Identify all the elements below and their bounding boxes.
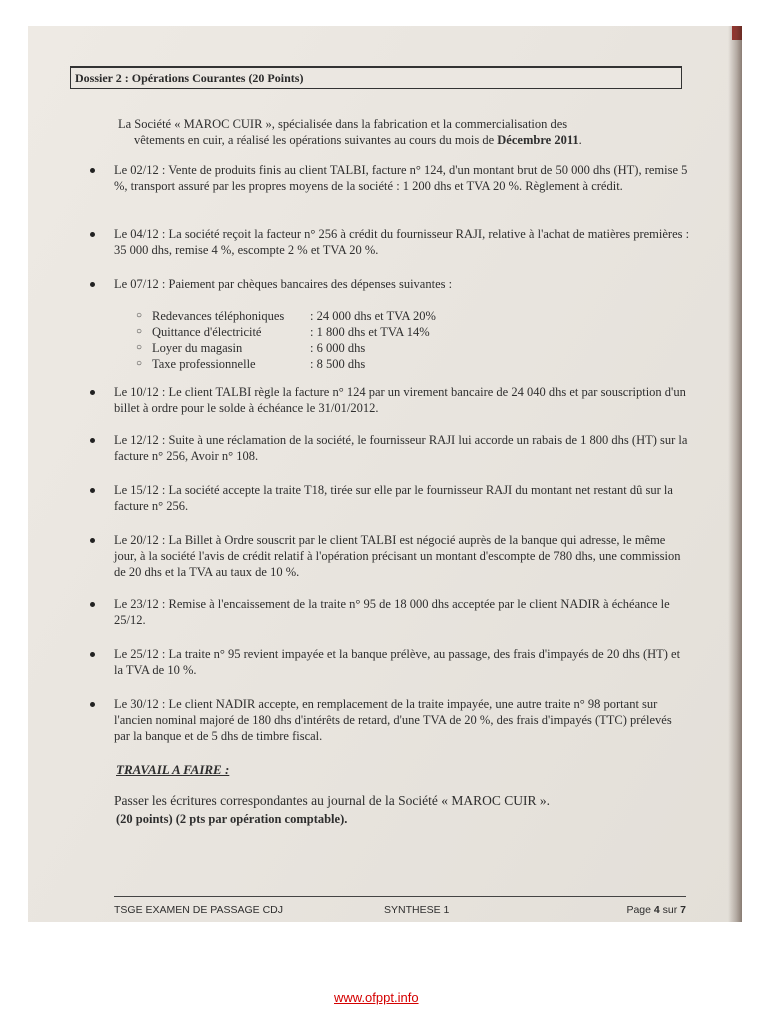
bullet-icon (90, 488, 95, 493)
intro-line-1: La Société « MAROC CUIR », spécialisée dans la fabrication et la commercialisation des (118, 117, 568, 131)
footer-exam-label: TSGE EXAMEN DE PASSAGE CDJ (114, 904, 284, 916)
operation-text: Le 20/12 : La Billet à Ordre souscrit par le client TALBI est négocié auprès de la banque qui adresse, le même jour, à la société l'avis de crédit relatif à l'opération précisant un montant d'escompte de 780 dhs, une commission de 20 dhs et la TVA au taux de 10 %. (114, 533, 681, 579)
task-points: (20 points) (2 pts par opération comptable). (116, 812, 348, 826)
expense-list (136, 308, 536, 372)
operation-text: Le 15/12 : La société accepte la traite T18, tirée sur elle par le fournisseur RAJI du montant net restant dû sur la facture n° 256. (114, 483, 673, 513)
operation-item (90, 384, 690, 416)
bullet-icon (90, 438, 95, 443)
expense-row (136, 340, 536, 356)
bullet-icon (90, 232, 95, 237)
circle-bullet-icon: ○ (136, 310, 143, 321)
circle-bullet-icon: ○ (136, 326, 143, 337)
operation-item (90, 226, 690, 258)
bullet-icon (90, 168, 95, 173)
bullet-icon (90, 282, 95, 287)
operation-text: Le 10/12 : Le client TALBI règle la facture n° 124 par un virement bancaire de 24 040 dhs et par souscription d'un billet à ordre pour le solde à échéance le 31/01/2012. (114, 385, 686, 415)
document-body (28, 26, 742, 922)
page-total: 7 (680, 904, 686, 916)
page-mid: sur (659, 904, 681, 916)
bullet-icon (90, 390, 95, 395)
operation-text: Le 30/12 : Le client NADIR accepte, en remplacement de la traite impayée, une autre traite n° 98 portant sur l'ancien nominal majoré de 180 dhs d'intérêts de retard, d'une TVA de 20 %, des frais d'impayés (TTC) prélevés par la banque et de 5 dhs de timbre fiscal. (114, 697, 672, 743)
operation-text: Le 23/12 : Remise à l'encaissement de la traite n° 95 de 18 000 dhs acceptée par le client NADIR à échéance le 25/12. (114, 597, 670, 627)
document-photo (28, 26, 742, 922)
operation-text: Le 25/12 : La traite n° 95 revient impayée et la banque prélève, au passage, des frais d'impayés de 20 dhs (HT) et la TVA de 10 %. (114, 647, 681, 677)
expense-label: Taxe professionnelle (152, 357, 256, 371)
intro-line-2-end: . (578, 133, 582, 147)
operation-item (90, 162, 690, 194)
expense-value: : 6 000 dhs (310, 341, 366, 355)
expense-value: : 8 500 dhs (310, 357, 366, 371)
operation-text: Le 02/12 : Vente de produits finis au client TALBI, facture n° 124, d'un montant brut de 50 000 dhs (HT), remise 5 %, transport assuré par les propres moyens de la société : 1 200 dhs et TVA 20 %. Règlement à crédit. (114, 163, 688, 193)
operation-item (90, 532, 690, 580)
task-text: Passer les écritures correspondantes au journal de la Société « MAROC CUIR ». (114, 793, 551, 808)
site-link[interactable]: www.ofppt.info (334, 990, 419, 1005)
operation-item (90, 596, 690, 628)
operation-text: Le 04/12 : La société reçoit la facteur n° 256 à crédit du fournisseur RAJI, relative à l'achat de matières premières : 35 000 dhs, remise 4 %, escompte 2 % et TVA 20 %. (114, 227, 690, 257)
intro-month: Décembre 2011 (497, 133, 579, 147)
expense-row (136, 356, 536, 372)
expense-value: : 1 800 dhs et TVA 14% (310, 325, 430, 339)
expense-label: Redevances téléphoniques (152, 309, 285, 323)
bullet-icon (90, 602, 95, 607)
operation-item (90, 646, 690, 678)
circle-bullet-icon: ○ (136, 342, 143, 353)
expense-label: Quittance d'électricité (152, 325, 262, 339)
intro-line-2-text: vêtements en cuir, a réalisé les opérations suivantes au cours du mois de (134, 133, 498, 147)
bullet-icon (90, 652, 95, 657)
footer-section-label: SYNTHESE 1 (384, 904, 450, 916)
page-current: 4 (653, 904, 660, 916)
footer-divider (114, 896, 686, 897)
section-header-box (70, 66, 682, 89)
circle-bullet-icon: ○ (136, 358, 143, 369)
footer-page-number (626, 902, 686, 918)
expense-value: : 24 000 dhs et TVA 20% (310, 309, 436, 323)
page-prefix: Page (626, 904, 654, 916)
intro-paragraph (118, 116, 678, 148)
operation-item (90, 482, 690, 514)
expense-row (136, 308, 536, 324)
bullet-icon (90, 538, 95, 543)
operation-text: Le 07/12 : Paiement par chèques bancaires des dépenses suivantes : (114, 277, 453, 291)
bullet-icon (90, 702, 95, 707)
operation-item (90, 276, 690, 292)
expense-label: Loyer du magasin (152, 341, 243, 355)
intro-line-2 (134, 132, 678, 148)
operation-item (90, 696, 690, 744)
expense-row (136, 324, 536, 340)
operation-item (90, 432, 690, 464)
operation-text: Le 12/12 : Suite à une réclamation de la société, le fournisseur RAJI lui accorde un rabais de 1 800 dhs (HT) sur la facture n° 256, Avoir n° 108. (114, 433, 688, 463)
task-heading: TRAVAIL A FAIRE : (116, 762, 230, 777)
section-title: Dossier 2 : Opérations Courantes (20 Points) (75, 71, 304, 85)
